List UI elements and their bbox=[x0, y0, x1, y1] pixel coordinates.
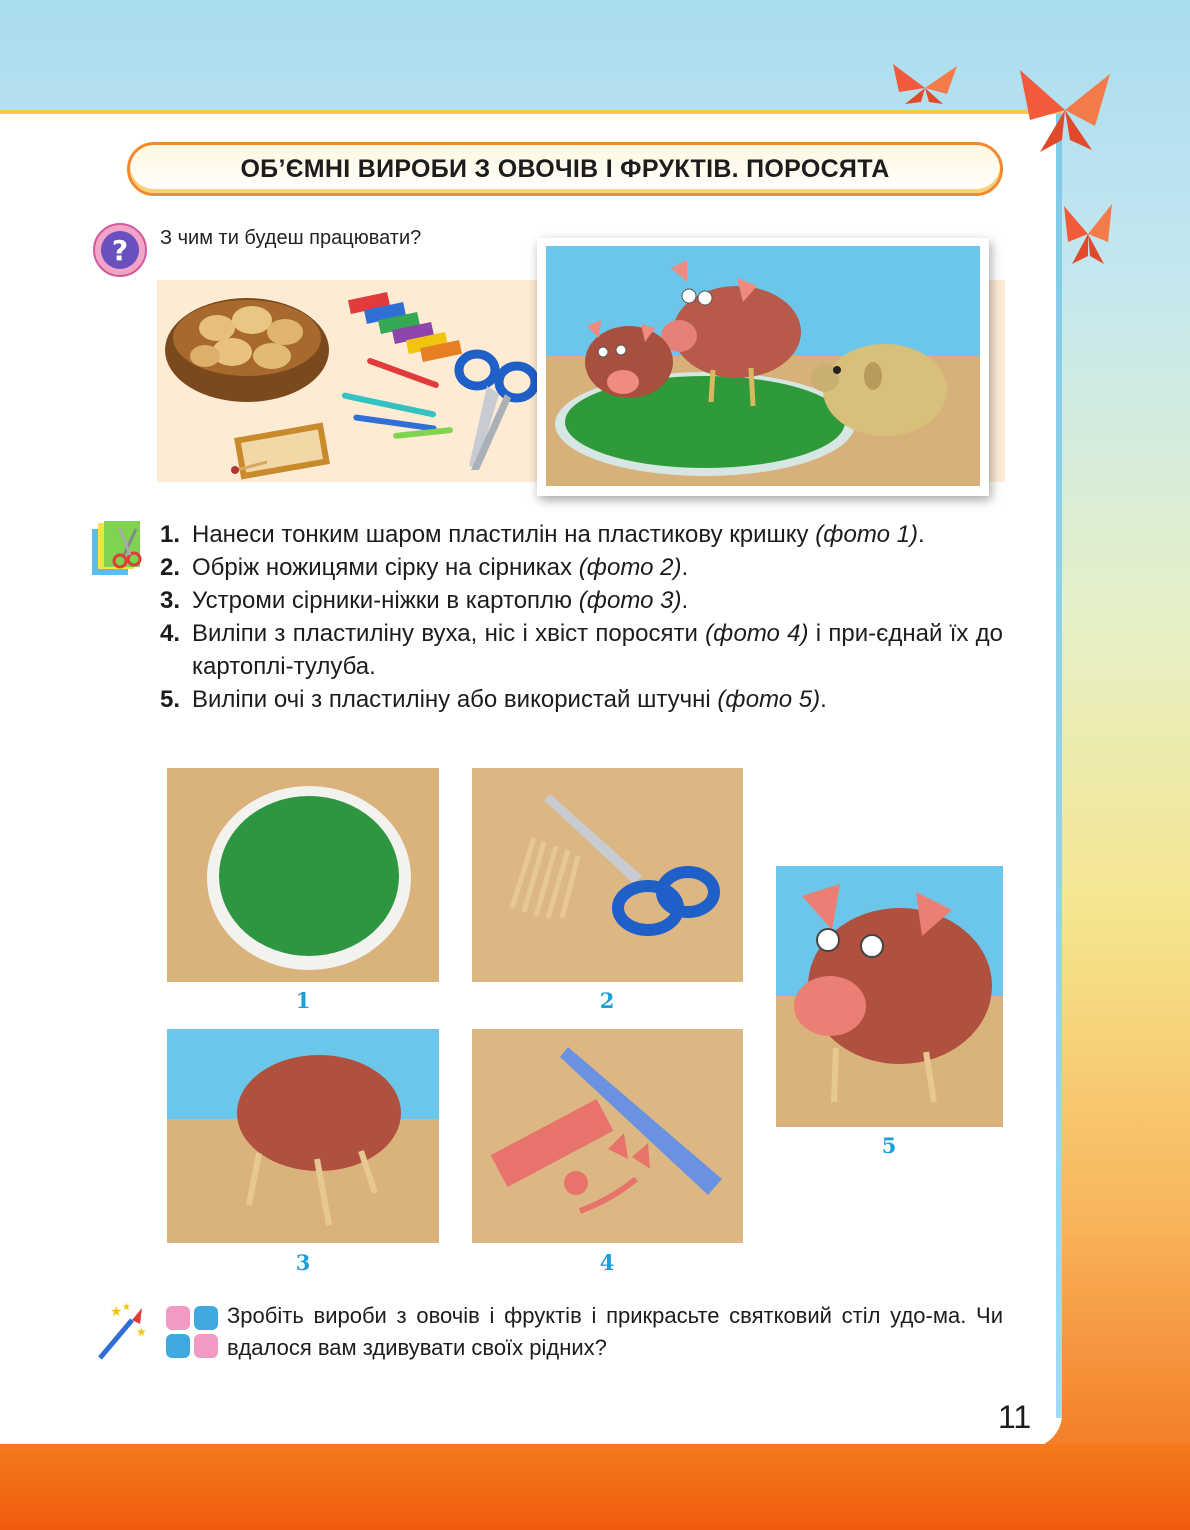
list-item bbox=[160, 683, 1003, 716]
bottom-band bbox=[0, 1444, 1190, 1530]
question-text: З чим ти будеш працювати? bbox=[160, 227, 422, 249]
paintbrush-stars-icon bbox=[92, 1302, 152, 1364]
step-number: 3. bbox=[160, 587, 181, 614]
photo-caption: 4 bbox=[599, 1250, 615, 1275]
modeling-stacks bbox=[341, 357, 453, 439]
step-text: Обріж ножицями сірку на сірниках (фото 2). bbox=[192, 554, 689, 581]
finished-pigs-photo bbox=[537, 238, 989, 496]
plasticine-bars bbox=[348, 292, 462, 362]
page-number: 11 bbox=[998, 1399, 1032, 1435]
photo-3 bbox=[167, 1029, 439, 1243]
svg-text:?: ? bbox=[111, 234, 129, 267]
butterfly-icon bbox=[885, 58, 965, 108]
finished-pigs-illustration bbox=[537, 238, 989, 496]
list-item bbox=[160, 518, 1003, 551]
step-number: 4. bbox=[160, 620, 181, 647]
svg-text:★: ★ bbox=[110, 1304, 123, 1320]
step-number: 2. bbox=[160, 554, 181, 581]
photo-5 bbox=[776, 866, 1003, 1127]
question-mark-icon bbox=[92, 222, 148, 278]
step-text: Нанеси тонким шаром пластилін на пластикову кришку (фото 1). bbox=[192, 521, 925, 548]
matchbox bbox=[231, 423, 330, 480]
photo-caption: 3 bbox=[295, 1250, 311, 1275]
photo-4 bbox=[472, 1029, 743, 1243]
title-banner bbox=[127, 142, 1003, 196]
potato-basket bbox=[165, 298, 329, 402]
step-text: Виліпи з пластиліну вуха, ніс і хвіст поросяти (фото 4) і при-єднай їх до картоплі-тулуба. bbox=[192, 620, 1003, 680]
scissors-paper-icon bbox=[90, 519, 150, 579]
list-item bbox=[160, 551, 1003, 584]
footer-task-text: Зробіть вироби з овочів і фруктів і прикрасьте святковий стіл удо-ма. Чи вдалося вам здивувати своїх рідних? bbox=[227, 1303, 1003, 1360]
photo-caption: 2 bbox=[599, 988, 615, 1013]
step-text: Устроми сірники-ніжки в картоплю (фото 3). bbox=[192, 587, 689, 614]
scissors-illustration bbox=[451, 346, 541, 476]
step-number: 5. bbox=[160, 686, 181, 713]
photo-2 bbox=[472, 768, 743, 982]
list-item bbox=[160, 617, 1003, 683]
instruction-steps bbox=[160, 518, 1003, 716]
photo-caption: 1 bbox=[295, 988, 311, 1013]
footer-icons bbox=[92, 1302, 224, 1369]
step-text: Виліпи очі з пластиліну або використай штучні (фото 5). bbox=[192, 686, 827, 713]
butterfly-icon bbox=[1058, 198, 1118, 270]
step-number: 1. bbox=[160, 521, 181, 548]
svg-text:★: ★ bbox=[136, 1325, 147, 1339]
photo-1 bbox=[167, 768, 439, 982]
svg-text:★: ★ bbox=[122, 1302, 131, 1313]
page-title: ОБ’ЄМНІ ВИРОБИ З ОВОЧІВ І ФРУКТІВ. ПОРОСЯТА bbox=[240, 154, 890, 183]
photo-caption: 5 bbox=[881, 1133, 897, 1158]
list-item bbox=[160, 584, 1003, 617]
puzzle-pieces-icon bbox=[162, 1302, 224, 1364]
butterfly-icon bbox=[1010, 60, 1120, 160]
